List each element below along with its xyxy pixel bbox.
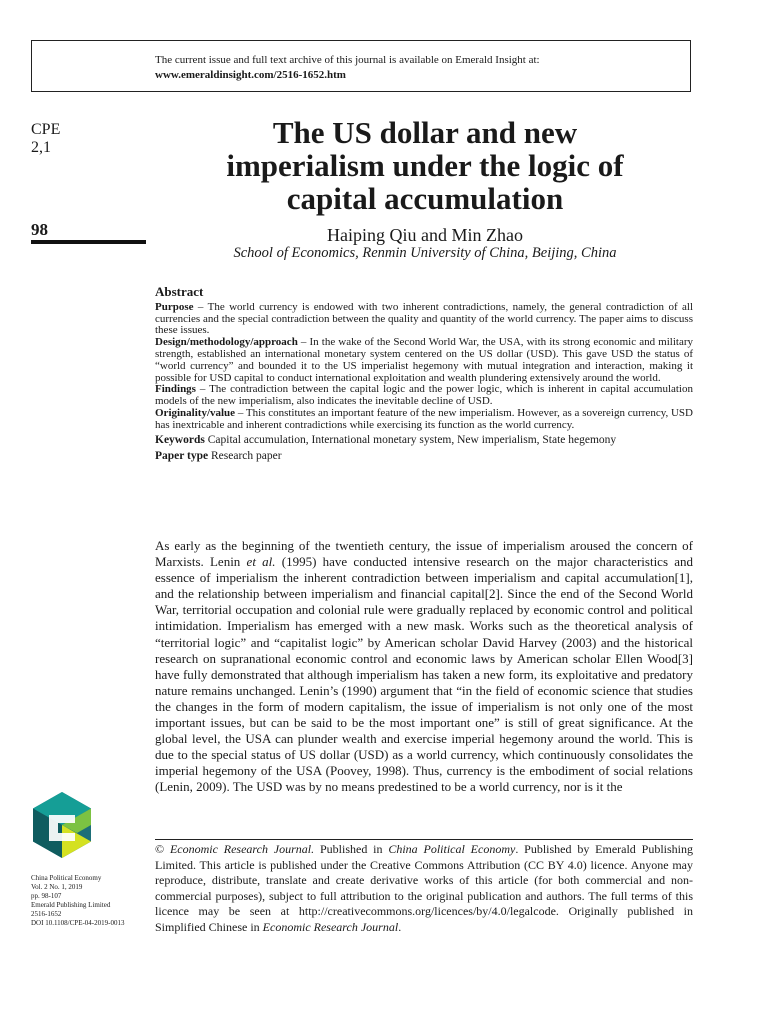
design-text: – In the wake of the Second World War, the USA, with its strong economic and military strength, established an international monetary system centered on the US dollar (USD). This gave USD the status of “world currency” and bounded it to the US imperialist hegemony with mutual integration and interaction, making it possible for USD capital to conduct international exploitation and wealth plundering extensively around the world. [155,336,693,384]
publication-meta [31,874,151,928]
keywords-text: Capital accumulation, International monetary system, New imperialism, State hegemony [204,433,617,446]
journal-code [31,121,60,157]
keywords-label: Keywords [155,433,205,446]
title-line: capital accumulation [286,181,564,216]
journal-abbrev: CPE [31,121,61,138]
title-line: The US dollar and new [272,115,578,150]
paper-type-label: Paper type [155,449,209,462]
meta-issn: 2516-1652 [31,910,62,918]
abstract-originality [155,408,693,432]
paper-type-text: Research paper [208,449,282,462]
license-segment: © [155,842,170,856]
purpose-label: Purpose [155,300,194,313]
license-notice [155,842,693,935]
findings-label: Findings [155,383,196,396]
title-line: imperialism under the logic of [226,148,624,183]
page-number: 98 [31,220,48,239]
body-text-segment: As early as the beginning of the twentieth century, the issue of imperialism aroused the concern of Marxists. Lenin [155,538,693,570]
purpose-text: – The world currency is endowed with two inherent contradictions, namely, the general contradiction of all currencies and the special contradiction between the quality and quantity of the world currency. The paper aims to discuss these issues. [155,300,693,337]
license-segment: . [398,919,402,934]
volume-issue: 2,1 [31,139,51,156]
meta-doi[interactable]: DOI 10.1108/CPE-04-2019-0013 [31,919,125,927]
availability-notice: The current issue and full text archive of this journal is available on Emerald Insight at: [155,54,540,66]
emerald-logo-icon [31,790,93,865]
findings-text: – The contradiction between the capital logic and the power logic, which is inherent in capital accumulation models of the new imperialism, also indicates the inevitable decline of USD. [155,383,693,408]
abstract-design [155,337,693,384]
journal-url-link[interactable]: www.emeraldinsight.com/2516-1652.htm [155,69,346,81]
body-paragraph [155,538,693,796]
meta-publisher: Emerald Publishing Limited [31,901,111,909]
abstract-findings [155,384,693,408]
authors: Haiping Qiu and Min Zhao [327,225,523,245]
license-journal-italic: Economic Research Journal [262,919,399,934]
license-journal-italic: China Political Economy [388,842,516,856]
journal-availability-banner [31,40,691,92]
originality-text: – This constitutes an important feature of the new imperialism. However, as a sovereign currency, USD has inextricable and inherent contradictions while exercising its function as the world currency. [155,406,693,431]
body-italic-etal: et al. [246,554,276,570]
abstract-purpose [155,302,693,337]
article-title [160,116,690,215]
affiliation: School of Economics, Renmin University of China, Beijing, China [233,245,617,261]
license-segment: . Published by Emerald Publishing Limited. This article is published under the Creative Commons Attribution (CC BY 4.0) licence. Anyone may reproduce, distribute, translate and create derivative works of this article (for both commercial and non-commercial purposes), subject to full attribution to the original publication and authors. The full terms of this licence may be seen at http://creativecommons.org/licences/by/4.0/legalcode. Originally published in Simplified Chinese in [155,842,693,934]
license-journal-italic: Economic Research Journal. [169,842,315,856]
meta-volume: Vol. 2 No. 1, 2019 [31,883,83,891]
originality-label: Originality/value [155,406,236,419]
abstract-keywords [155,432,693,448]
abstract [155,286,693,464]
meta-journal: China Political Economy [31,874,102,882]
design-label: Design/methodology/approach [155,336,298,349]
license-segment: Published in [314,842,389,856]
abstract-heading: Abstract [155,284,204,299]
footer-divider [155,839,693,840]
meta-pages: pp. 98-107 [31,892,62,900]
abstract-paper-type [155,448,693,464]
body-text-segment: (1995) have conducted intensive research on the major characteristics and essence of imperialism the inherent contradiction between imperialism and capital accumulation[1], and the relationship between imperialism and financial capital[2]. Since the end of the Second World War, territorial occupation and colonial rule were gradually replaced by economic control and political intimidation. Imperialism has emerged with a new mask. Works such as the theoretical analysis of “territorial logic” and “capitalist logic” by American scholar David Harvey (2003) and the historical research on supranational economic control and economic laws by American scholar Ellen Wood[3] have fully demonstrated that although imperialism has taken a new form, its exploitative and predatory nature remains unchanged. Lenin’s (1990) argument that “in the field of economic science that studies the changes in the form of modern capitalism, the issue of imperialism is not only one of the most important issues, but can be said to be the most important one” is still of great significance. At the global level, the USA can plunder wealth and exercise imperial hegemony around the world. This is due to the special status of US dollar (USD) as a world currency, which continuously consolidates the imperial hegemony of the USA (Poovey, 1998). Thus, currency is the embodiment of social relations (Lenin, 2009). The USD was by no means predestined to be a world currency, nor is it the [155,554,694,795]
page-number-rule [31,240,146,244]
